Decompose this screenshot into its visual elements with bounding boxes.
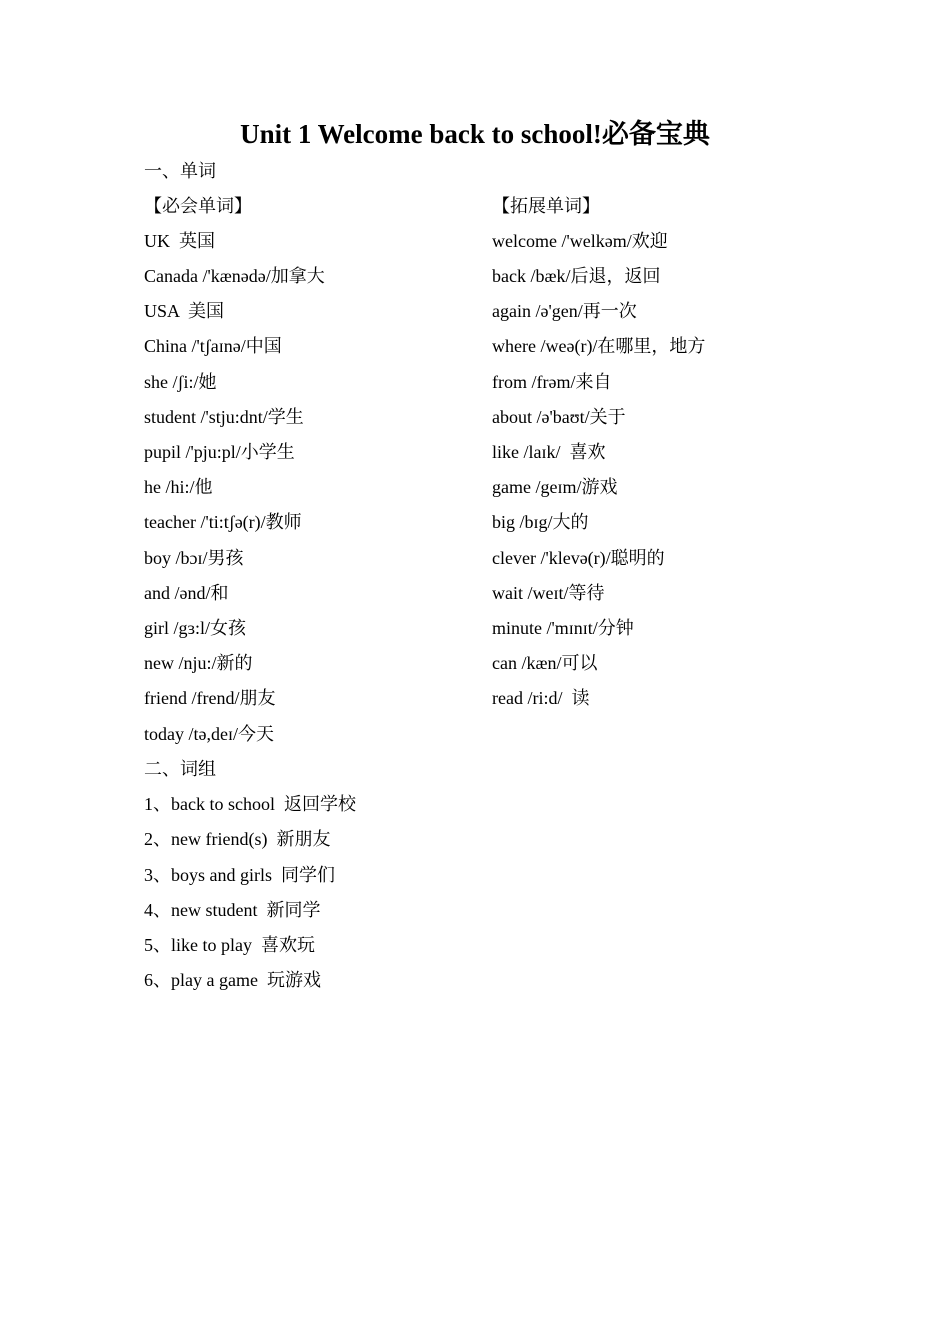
extended-word: where /weə(r)/在哪里，地方 xyxy=(492,336,706,356)
extended-word: game /geɪm/游戏 xyxy=(492,477,618,497)
extended-word: wait /weɪt/等待 xyxy=(492,583,605,603)
required-word: new /nju:/新的 xyxy=(144,653,253,673)
extended-word: clever /'klevə(r)/聪明的 xyxy=(492,548,665,568)
phrase-item: 3、boys and girls 同学们 xyxy=(144,865,335,885)
required-word: UK 英国 xyxy=(144,231,215,251)
required-word: pupil /'pju:pl/小学生 xyxy=(144,442,295,462)
section-heading-phrases: 二、词组 xyxy=(144,759,216,779)
phrase-item: 4、new student 新同学 xyxy=(144,900,321,920)
required-word: China /'tʃaɪnə/中国 xyxy=(144,336,282,356)
required-word: today /tə,deɪ/今天 xyxy=(144,724,274,744)
required-word: teacher /'ti:tʃə(r)/教师 xyxy=(144,512,302,532)
required-words-heading: 【必会单词】 xyxy=(144,196,252,216)
required-word: Canada /'kænədə/加拿大 xyxy=(144,266,325,286)
extended-word: big /bɪg/大的 xyxy=(492,512,589,532)
extended-word: like /laɪk/ 喜欢 xyxy=(492,442,606,462)
required-word: student /'stju:dnt/学生 xyxy=(144,407,304,427)
required-word: he /hi:/他 xyxy=(144,477,213,497)
page-title: Unit 1 Welcome back to school!必备宝典 xyxy=(240,119,710,149)
required-word: girl /gɜ:l/女孩 xyxy=(144,618,247,638)
required-word: boy /bɔɪ/男孩 xyxy=(144,548,244,568)
extended-word: about /ə'baʊt/关于 xyxy=(492,407,626,427)
phrase-item: 6、play a game 玩游戏 xyxy=(144,970,321,990)
extended-word: minute /'mɪnɪt/分钟 xyxy=(492,618,634,638)
required-word: she /ʃi:/她 xyxy=(144,372,217,392)
phrase-item: 2、new friend(s) 新朋友 xyxy=(144,829,331,849)
required-word: friend /frend/朋友 xyxy=(144,688,276,708)
section-heading-words: 一、单词 xyxy=(144,161,216,181)
required-word: USA 美国 xyxy=(144,301,225,321)
extended-word: back /bæk/后退，返回 xyxy=(492,266,661,286)
extended-word: can /kæn/可以 xyxy=(492,653,598,673)
extended-word: again /ə'gen/再一次 xyxy=(492,301,637,321)
extended-words-heading: 【拓展单词】 xyxy=(492,196,600,216)
extended-word: from /frəm/来自 xyxy=(492,372,612,392)
extended-word: read /ri:d/ 读 xyxy=(492,688,590,708)
required-word: and /ənd/和 xyxy=(144,583,229,603)
extended-word: welcome /'welkəm/欢迎 xyxy=(492,231,668,251)
phrase-item: 5、like to play 喜欢玩 xyxy=(144,935,315,955)
phrase-item: 1、back to school 返回学校 xyxy=(144,794,356,814)
